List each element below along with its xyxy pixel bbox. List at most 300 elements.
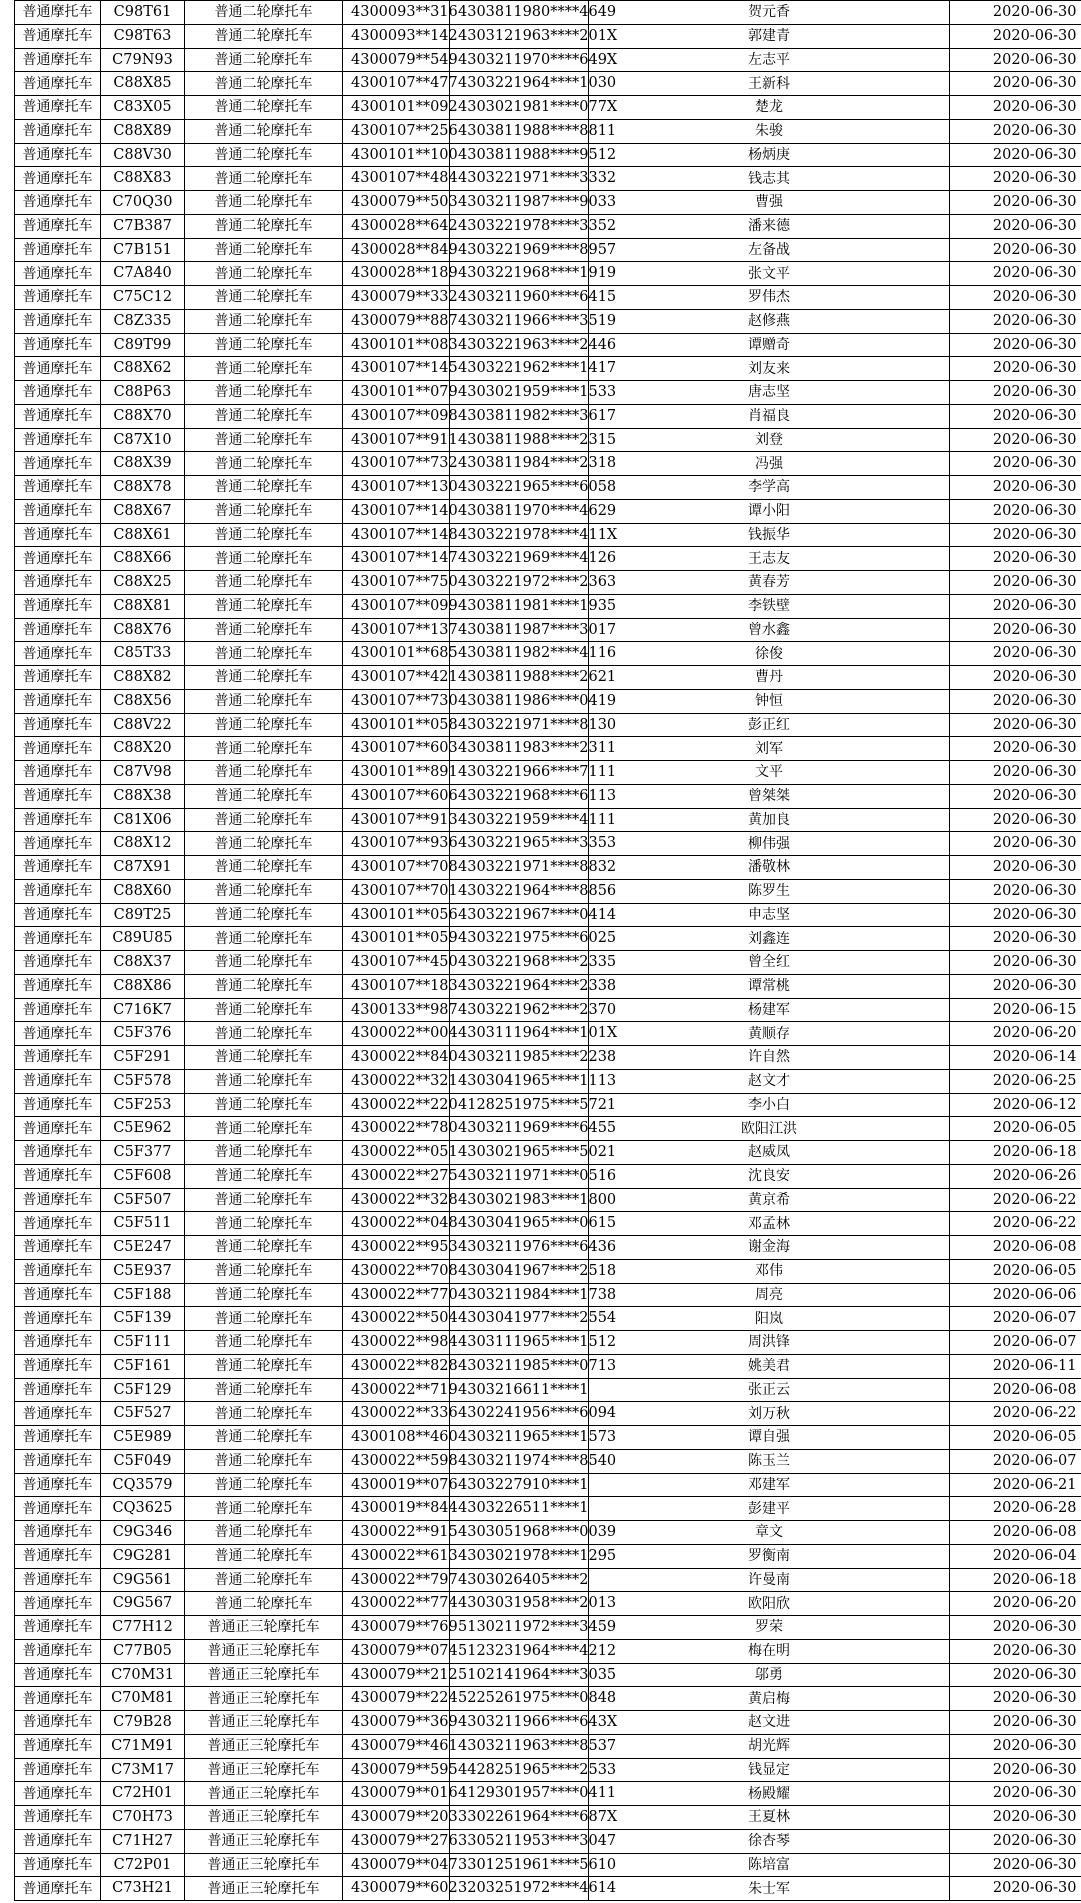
owner-name-cell: 彭正红 [589,713,950,737]
vehicle-class-cell: 普通摩托车 [15,1259,101,1283]
id-number-cell: 4303211960****6415 [450,286,589,310]
plate-number-cell: C77H12 [101,1616,185,1640]
vehicle-class-cell: 普通摩托车 [15,357,101,381]
vehicle-class-cell: 普通摩托车 [15,262,101,286]
table-row [15,1354,1081,1378]
file-number-cell: 4300079**016 [343,1782,450,1806]
table-row [15,1592,1081,1616]
file-number-cell: 4300022**840 [343,1046,450,1070]
vehicle-type-cell: 普通正三轮摩托车 [185,1758,343,1782]
date-cell: 2020-06-30 [950,879,1081,903]
vehicle-type-cell: 普通二轮摩托车 [185,1093,343,1117]
owner-name-cell: 陈培富 [589,1853,950,1877]
plate-number-cell: C88X78 [101,476,185,500]
vehicle-class-cell: 普通摩托车 [15,998,101,1022]
file-number-cell: 4300022**774 [343,1592,450,1616]
owner-name-cell: 阳岚 [589,1307,950,1331]
vehicle-type-cell: 普通二轮摩托车 [185,1164,343,1188]
id-number-cell: 4303026405****2 [450,1568,589,1592]
id-number-cell: 5102141964****3035 [450,1663,589,1687]
plate-number-cell: C85T33 [101,642,185,666]
file-number-cell: 4300107**750 [343,571,450,595]
vehicle-type-cell: 普通二轮摩托车 [185,1046,343,1070]
id-number-cell: 4303221966****7111 [450,761,589,785]
plate-number-cell: C88X38 [101,784,185,808]
date-cell: 2020-06-30 [950,24,1081,48]
table-row [15,1331,1081,1355]
vehicle-class-cell: 普通摩托车 [15,1734,101,1758]
plate-number-cell: C87V98 [101,761,185,785]
date-cell: 2020-06-30 [950,571,1081,595]
table-row [15,618,1081,642]
vehicle-type-cell: 普通二轮摩托车 [185,452,343,476]
file-number-cell: 4300028**189 [343,262,450,286]
file-number-cell: 4300019**844 [343,1497,450,1521]
vehicle-type-cell: 普通二轮摩托车 [185,1141,343,1165]
id-number-cell: 4303811987****3017 [450,618,589,642]
table-row [15,1473,1081,1497]
date-cell: 2020-06-30 [950,48,1081,72]
date-cell: 2020-06-22 [950,1212,1081,1236]
vehicle-class-cell: 普通摩托车 [15,452,101,476]
plate-number-cell: C7B151 [101,238,185,262]
date-cell: 2020-06-30 [950,428,1081,452]
date-cell: 2020-06-30 [950,1687,1081,1711]
file-number-cell: 4300107**701 [343,879,450,903]
id-number-cell: 4303021981****077X [450,96,589,120]
vehicle-class-cell: 普通摩托车 [15,1592,101,1616]
plate-number-cell: C5F129 [101,1378,185,1402]
table-row [15,642,1081,666]
vehicle-type-cell: 普通二轮摩托车 [185,1354,343,1378]
plate-number-cell: C5F527 [101,1402,185,1426]
date-cell: 2020-06-30 [950,737,1081,761]
vehicle-type-cell: 普通正三轮摩托车 [185,1877,343,1901]
file-number-cell: 4300107**936 [343,832,450,856]
plate-number-cell: C79B28 [101,1711,185,1735]
vehicle-class-cell: 普通摩托车 [15,523,101,547]
vehicle-class-cell: 普通摩托车 [15,1497,101,1521]
vehicle-class-cell: 普通摩托车 [15,974,101,998]
vehicle-type-cell: 普通二轮摩托车 [185,1188,343,1212]
id-number-cell: 5225261975****0848 [450,1687,589,1711]
vehicle-type-cell: 普通二轮摩托车 [185,927,343,951]
owner-name-cell: 邓孟林 [589,1212,950,1236]
owner-name-cell: 姚美君 [589,1354,950,1378]
table-row [15,761,1081,785]
vehicle-class-cell: 普通摩托车 [15,1853,101,1877]
date-cell: 2020-06-14 [950,1046,1081,1070]
vehicle-class-cell: 普通摩托车 [15,713,101,737]
date-cell: 2020-06-30 [950,951,1081,975]
file-number-cell: 4300022**780 [343,1117,450,1141]
file-number-cell: 4300079**369 [343,1711,450,1735]
file-number-cell: 4300107**183 [343,974,450,998]
id-number-cell: 4303211976****6436 [450,1236,589,1260]
id-number-cell: 4303221965****3353 [450,832,589,856]
file-number-cell: 4300079**887 [343,309,450,333]
vehicle-type-cell: 普通二轮摩托车 [185,974,343,998]
table-row [15,1164,1081,1188]
id-number-cell: 4303221968****1919 [450,262,589,286]
date-cell: 2020-06-30 [950,1616,1081,1640]
table-row [15,1521,1081,1545]
table-row [15,72,1081,96]
file-number-cell: 4300107**708 [343,856,450,880]
vehicle-type-cell: 普通二轮摩托车 [185,262,343,286]
file-number-cell: 4300022**915 [343,1521,450,1545]
table-row [15,1853,1081,1877]
id-number-cell: 4303111964****101X [450,1022,589,1046]
owner-name-cell: 杨殿耀 [589,1782,950,1806]
vehicle-type-cell: 普通二轮摩托车 [185,1497,343,1521]
file-number-cell: 4300133**987 [343,998,450,1022]
date-cell: 2020-06-30 [950,214,1081,238]
date-cell: 2020-06-21 [950,1473,1081,1497]
vehicle-class-cell: 普通摩托车 [15,72,101,96]
file-number-cell: 4300079**332 [343,286,450,310]
plate-number-cell: C5F291 [101,1046,185,1070]
owner-name-cell: 王夏林 [589,1806,950,1830]
id-number-cell: 4303111965****1512 [450,1331,589,1355]
id-number-cell: 4303221959****4111 [450,808,589,832]
vehicle-class-cell: 普通摩托车 [15,1117,101,1141]
file-number-cell: 4300022**953 [343,1236,450,1260]
vehicle-class-cell: 普通摩托车 [15,191,101,215]
vehicle-type-cell: 普通二轮摩托车 [185,1331,343,1355]
date-cell: 2020-06-30 [950,642,1081,666]
plate-number-cell: C7B387 [101,214,185,238]
vehicle-class-cell: 普通摩托车 [15,1806,101,1830]
id-number-cell: 4303021959****1533 [450,381,589,405]
id-number-cell: 4303051968****0039 [450,1521,589,1545]
plate-number-cell: C5F049 [101,1449,185,1473]
plate-number-cell: C72H01 [101,1782,185,1806]
plate-number-cell: C5F139 [101,1307,185,1331]
id-number-cell: 4303041977****2554 [450,1307,589,1331]
id-number-cell: 4303811986****0419 [450,689,589,713]
vehicle-class-cell: 普通摩托车 [15,856,101,880]
vehicle-class-cell: 普通摩托车 [15,1069,101,1093]
date-cell: 2020-06-30 [950,1711,1081,1735]
date-cell: 2020-06-30 [950,1877,1081,1901]
file-number-cell: 4300107**137 [343,618,450,642]
date-cell: 2020-06-30 [950,666,1081,690]
date-cell: 2020-06-30 [950,499,1081,523]
file-number-cell: 4300022**719 [343,1378,450,1402]
vehicle-class-cell: 普通摩托车 [15,238,101,262]
owner-name-cell: 赵修燕 [589,309,950,333]
id-number-cell: 4303021978****1295 [450,1544,589,1568]
file-number-cell: 4300079**203 [343,1806,450,1830]
vehicle-class-cell: 普通摩托车 [15,903,101,927]
owner-name-cell: 李学高 [589,476,950,500]
file-number-cell: 4300022**275 [343,1164,450,1188]
vehicle-class-cell: 普通摩托车 [15,1354,101,1378]
id-number-cell: 4303041967****2518 [450,1259,589,1283]
id-number-cell: 3301251961****5610 [450,1853,589,1877]
owner-name-cell: 冯强 [589,452,950,476]
owner-name-cell: 邓建军 [589,1473,950,1497]
date-cell: 2020-06-30 [950,1734,1081,1758]
owner-name-cell: 左志平 [589,48,950,72]
vehicle-type-cell: 普通二轮摩托车 [185,1117,343,1141]
table-row [15,784,1081,808]
file-number-cell: 4300107**130 [343,476,450,500]
owner-name-cell: 刘万秋 [589,1402,950,1426]
vehicle-type-cell: 普通二轮摩托车 [185,404,343,428]
id-number-cell: 4303221971****8130 [450,713,589,737]
table-row [15,571,1081,595]
plate-number-cell: C88X56 [101,689,185,713]
table-row [15,856,1081,880]
owner-name-cell: 梅在明 [589,1639,950,1663]
date-cell: 2020-06-30 [950,1663,1081,1687]
vehicle-class-cell: 普通摩托车 [15,1521,101,1545]
owner-name-cell: 张正云 [589,1378,950,1402]
vehicle-type-cell: 普通正三轮摩托车 [185,1829,343,1853]
id-number-cell: 4303211970****649X [450,48,589,72]
vehicle-class-cell: 普通摩托车 [15,309,101,333]
vehicle-type-cell: 普通二轮摩托车 [185,286,343,310]
plate-number-cell: C9G567 [101,1592,185,1616]
table-row [15,1426,1081,1450]
vehicle-type-cell: 普通二轮摩托车 [185,1283,343,1307]
date-cell: 2020-06-30 [950,1,1081,25]
plate-number-cell: C88X89 [101,119,185,143]
owner-name-cell: 章文 [589,1521,950,1545]
table-row [15,1402,1081,1426]
plate-number-cell: C7A840 [101,262,185,286]
table-row [15,903,1081,927]
plate-number-cell: C70Q30 [101,191,185,215]
vehicle-class-cell: 普通摩托车 [15,1307,101,1331]
date-cell: 2020-06-07 [950,1307,1081,1331]
date-cell: 2020-06-30 [950,476,1081,500]
file-number-cell: 4300107**421 [343,666,450,690]
vehicle-class-cell: 普通摩托车 [15,927,101,951]
file-number-cell: 4300022**336 [343,1402,450,1426]
id-number-cell: 4303221964****8856 [450,879,589,903]
vehicle-type-cell: 普通二轮摩托车 [185,879,343,903]
plate-number-cell: C98T63 [101,24,185,48]
vehicle-type-cell: 普通二轮摩托车 [185,547,343,571]
table-row [15,499,1081,523]
vehicle-type-cell: 普通二轮摩托车 [185,594,343,618]
table-row [15,1687,1081,1711]
id-number-cell: 4303221975****6025 [450,927,589,951]
file-number-cell: 4300101**092 [343,96,450,120]
vehicle-type-cell: 普通二轮摩托车 [185,713,343,737]
table-row [15,96,1081,120]
plate-number-cell: C70H73 [101,1806,185,1830]
plate-number-cell: C5E962 [101,1117,185,1141]
plate-number-cell: C5F507 [101,1188,185,1212]
owner-name-cell: 徐俊 [589,642,950,666]
date-cell: 2020-06-18 [950,1141,1081,1165]
owner-name-cell: 刘登 [589,428,950,452]
table-row [15,1283,1081,1307]
id-number-cell: 4303221972****2363 [450,571,589,595]
plate-number-cell: C88X66 [101,547,185,571]
vehicle-type-cell: 普通二轮摩托车 [185,1259,343,1283]
table-row [15,262,1081,286]
owner-name-cell: 朱骏 [589,119,950,143]
owner-name-cell: 赵威凤 [589,1141,950,1165]
table-row [15,357,1081,381]
vehicle-type-cell: 普通二轮摩托车 [185,499,343,523]
id-number-cell: 4303221969****8957 [450,238,589,262]
table-row [15,1663,1081,1687]
owner-name-cell: 刘友来 [589,357,950,381]
owner-name-cell: 欧阳江洪 [589,1117,950,1141]
vehicle-type-cell: 普通二轮摩托车 [185,1,343,25]
id-number-cell: 4303226511****1 [450,1497,589,1521]
id-number-cell: 4303811982****4116 [450,642,589,666]
plate-number-cell: C5F111 [101,1331,185,1355]
date-cell: 2020-06-30 [950,832,1081,856]
id-number-cell: 4303811980****4649 [450,1,589,25]
file-number-cell: 4300107**603 [343,737,450,761]
date-cell: 2020-06-30 [950,1806,1081,1830]
vehicle-class-cell: 普通摩托车 [15,1046,101,1070]
id-number-cell: 4129301957****0411 [450,1782,589,1806]
plate-number-cell: C88X85 [101,72,185,96]
table-row [15,1568,1081,1592]
vehicle-class-cell: 普通摩托车 [15,1758,101,1782]
table-row [15,1877,1081,1901]
date-cell: 2020-06-05 [950,1117,1081,1141]
id-number-cell: 4303021965****5021 [450,1141,589,1165]
table-row [15,1259,1081,1283]
table-row [15,428,1081,452]
id-number-cell: 4303221978****411X [450,523,589,547]
vehicle-class-cell: 普通摩托车 [15,832,101,856]
plate-number-cell: C88X62 [101,357,185,381]
plate-number-cell: C88V30 [101,143,185,167]
date-cell: 2020-06-30 [950,96,1081,120]
file-number-cell: 4300079**224 [343,1687,450,1711]
table-row [15,1236,1081,1260]
owner-name-cell: 谭自强 [589,1426,950,1450]
owner-name-cell: 王志友 [589,547,950,571]
vehicle-class-cell: 普通摩托车 [15,642,101,666]
vehicle-class-cell: 普通摩托车 [15,1711,101,1735]
id-number-cell: 4303221968****2335 [450,951,589,975]
owner-name-cell: 曾水鑫 [589,618,950,642]
vehicle-type-cell: 普通二轮摩托车 [185,761,343,785]
table-row [15,1212,1081,1236]
vehicle-class-cell: 普通摩托车 [15,119,101,143]
date-cell: 2020-06-25 [950,1069,1081,1093]
vehicle-type-cell: 普通二轮摩托车 [185,357,343,381]
vehicle-type-cell: 普通二轮摩托车 [185,381,343,405]
vehicle-class-cell: 普通摩托车 [15,1022,101,1046]
vehicle-class-cell: 普通摩托车 [15,1449,101,1473]
vehicle-class-cell: 普通摩托车 [15,143,101,167]
vehicle-type-cell: 普通二轮摩托车 [185,1402,343,1426]
owner-name-cell: 钱显定 [589,1758,950,1782]
vehicle-class-cell: 普通摩托车 [15,1402,101,1426]
date-cell: 2020-06-30 [950,523,1081,547]
id-number-cell: 4303221964****1030 [450,72,589,96]
file-number-cell: 4300107**484 [343,167,450,191]
vehicle-class-cell: 普通摩托车 [15,571,101,595]
date-cell: 2020-06-30 [950,974,1081,998]
owner-name-cell: 邓伟 [589,1259,950,1283]
table-row [15,238,1081,262]
date-cell: 2020-06-30 [950,309,1081,333]
date-cell: 2020-06-30 [950,119,1081,143]
id-number-cell: 4303041965****0615 [450,1212,589,1236]
vehicle-class-cell: 普通摩托车 [15,1331,101,1355]
id-number-cell: 4303227910****1 [450,1473,589,1497]
date-cell: 2020-06-05 [950,1259,1081,1283]
plate-number-cell: C71H27 [101,1829,185,1853]
owner-name-cell: 唐志坚 [589,381,950,405]
table-row [15,1497,1081,1521]
id-number-cell: 4303211971****0516 [450,1164,589,1188]
plate-number-cell: C79N93 [101,48,185,72]
vehicle-type-cell: 普通二轮摩托车 [185,666,343,690]
file-number-cell: 4300101**058 [343,713,450,737]
vehicle-type-cell: 普通二轮摩托车 [185,618,343,642]
table-row [15,1758,1081,1782]
table-row [15,309,1081,333]
vehicle-type-cell: 普通二轮摩托车 [185,1307,343,1331]
table-row [15,547,1081,571]
table-row [15,998,1081,1022]
id-number-cell: 4303211966****643X [450,1711,589,1735]
owner-name-cell: 曹丹 [589,666,950,690]
date-cell: 2020-06-30 [950,452,1081,476]
file-number-cell: 4300079**549 [343,48,450,72]
file-number-cell: 4300107**147 [343,547,450,571]
vehicle-type-cell: 普通二轮摩托车 [185,333,343,357]
id-number-cell: 3203251972****4614 [450,1877,589,1901]
plate-number-cell: C5F608 [101,1164,185,1188]
date-cell: 2020-06-30 [950,381,1081,405]
plate-number-cell: C88X39 [101,452,185,476]
date-cell: 2020-06-30 [950,167,1081,191]
vehicle-class-cell: 普通摩托车 [15,428,101,452]
table-row [15,666,1081,690]
table-row [15,452,1081,476]
vehicle-class-cell: 普通摩托车 [15,214,101,238]
date-cell: 2020-06-30 [950,1639,1081,1663]
id-number-cell: 4303211969****6455 [450,1117,589,1141]
owner-name-cell: 谢金海 [589,1236,950,1260]
id-number-cell: 4303211974****8540 [450,1449,589,1473]
file-number-cell: 4300101**685 [343,642,450,666]
file-number-cell: 4300079**212 [343,1663,450,1687]
date-cell: 2020-06-18 [950,1568,1081,1592]
vehicle-class-cell: 普通摩托车 [15,24,101,48]
vehicle-type-cell: 普通正三轮摩托车 [185,1782,343,1806]
id-number-cell: 3305211953****3047 [450,1829,589,1853]
date-cell: 2020-06-08 [950,1521,1081,1545]
owner-name-cell: 杨建军 [589,998,950,1022]
plate-number-cell: C75C12 [101,286,185,310]
vehicle-class-cell: 普通摩托车 [15,48,101,72]
plate-number-cell: C87X10 [101,428,185,452]
vehicle-type-cell: 普通正三轮摩托车 [185,1639,343,1663]
plate-number-cell: C88X70 [101,404,185,428]
vehicle-class-cell: 普通摩托车 [15,499,101,523]
plate-number-cell: C5F188 [101,1283,185,1307]
date-cell: 2020-06-30 [950,238,1081,262]
date-cell: 2020-06-08 [950,1236,1081,1260]
